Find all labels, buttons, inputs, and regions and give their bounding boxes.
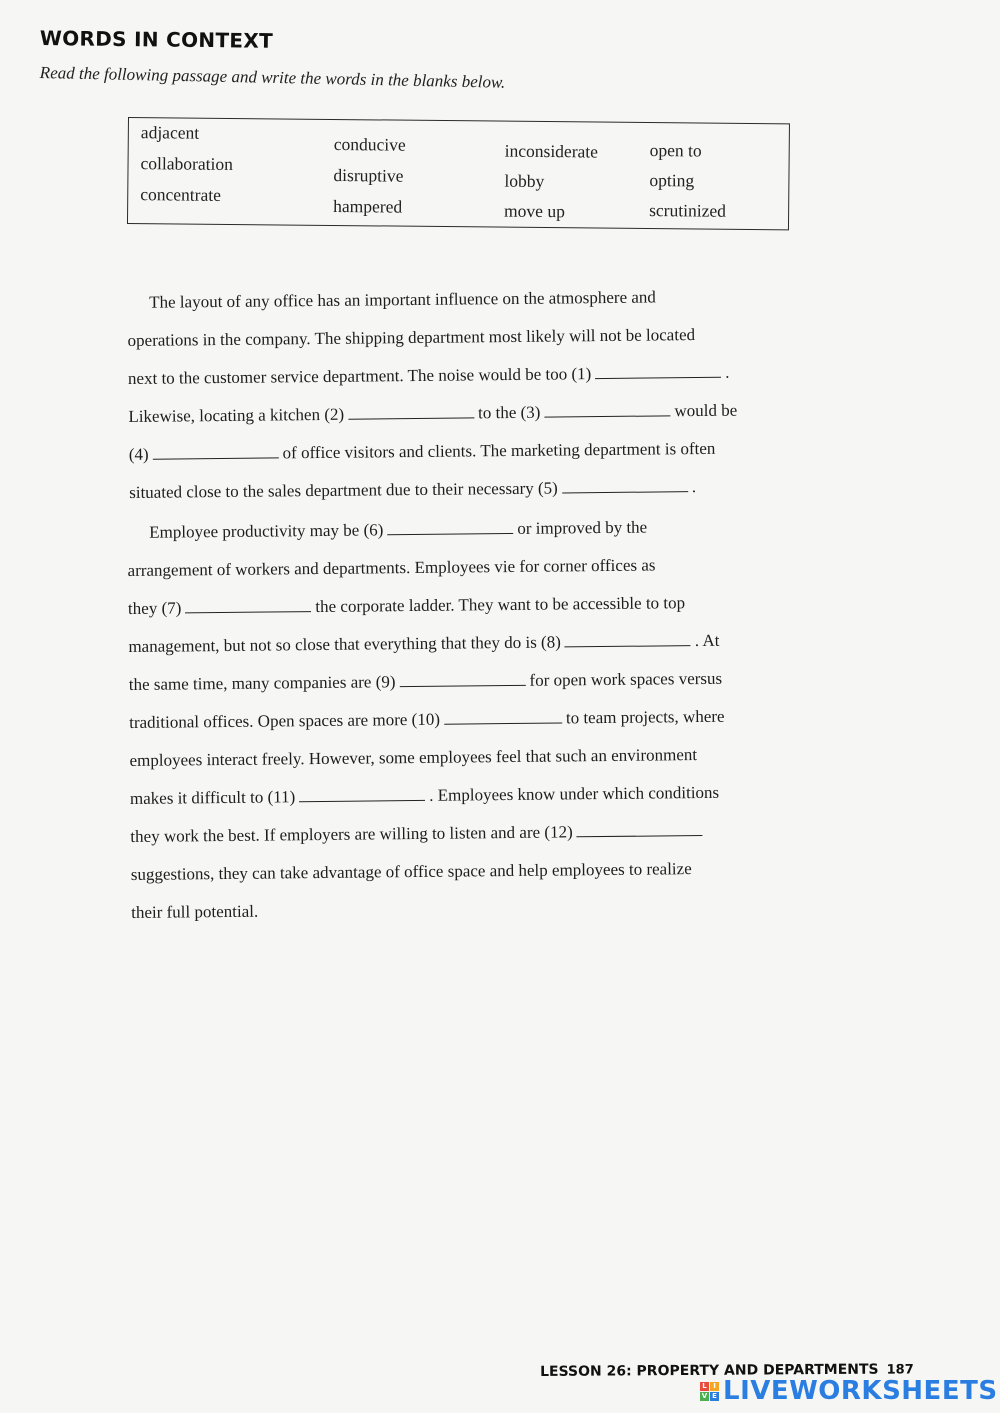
word-bank-item: disruptive <box>333 164 404 186</box>
passage-line: operations in the company. The shipping department most likely will not be located <box>127 325 696 350</box>
passage-line: arrangement of workers and departments. Employees vie for corner offices as <box>127 555 656 580</box>
blank-1-input[interactable] <box>595 363 721 379</box>
passage-line: the same time, many companies are (9) for open work spaces versus <box>128 668 723 694</box>
instruction-text: Read the following passage and write the words in the blanks below. <box>39 63 506 92</box>
passage-line: next to the customer service department. The noise would be too (1) . <box>127 362 730 388</box>
passage-line: makes it difficult to (11) . Employees know under which conditions <box>129 782 720 808</box>
passage-line: (4) of office visitors and clients. The marketing department is often <box>128 438 716 464</box>
blank-11-input[interactable] <box>299 786 425 802</box>
liveworksheets-watermark <box>700 1376 998 1406</box>
word-bank-item: move up <box>504 200 565 222</box>
word-bank-item: lobby <box>504 170 545 191</box>
blank-4-input[interactable] <box>153 443 279 459</box>
passage-line: Employee productivity may be (6) or improved by the <box>149 517 648 542</box>
passage-line: they work the best. If employers are willing to listen and are (12) <box>130 811 820 856</box>
blank-12-input[interactable] <box>577 821 703 837</box>
passage-line: management, but not so close that everything that they do is (8) . At <box>128 630 720 656</box>
lesson-title: LESSON 26: PROPERTY AND DEPARTMENTS <box>540 1361 879 1380</box>
passage-line: they (7) the corporate ladder. They want to be accessible to top <box>127 593 686 618</box>
word-bank-box <box>127 117 790 230</box>
word-bank-item: scrutinized <box>649 200 727 221</box>
blank-6-input[interactable] <box>387 519 513 535</box>
page-number: 187 <box>886 1362 914 1378</box>
blank-8-input[interactable] <box>565 631 691 647</box>
blank-2-input[interactable] <box>348 403 474 419</box>
page-title: WORDS IN CONTEXT <box>39 26 274 53</box>
passage-line: situated close to the sales department due to their necessary (5) . <box>129 477 697 502</box>
blank-10-input[interactable] <box>444 708 562 724</box>
word-bank-item: inconsiderate <box>504 140 599 162</box>
passage-paragraph-1 <box>127 277 819 512</box>
passage-line: traditional offices. Open spaces are more (10) to team projects, where <box>129 706 725 732</box>
word-bank-item: open to <box>649 140 702 161</box>
passage-line: suggestions, they can take advantage of office space and help employees to realize <box>130 859 692 884</box>
word-bank-item: concentrate <box>140 184 221 205</box>
brand-name: LIVEWORKSHEETS <box>723 1376 998 1406</box>
blank-9-input[interactable] <box>399 671 525 687</box>
passage-line: Likewise, locating a kitchen (2) to the (3) would be <box>128 400 738 426</box>
passage-line: their full potential. <box>131 901 259 922</box>
word-bank-item: adjacent <box>140 122 200 143</box>
word-bank-item: conducive <box>333 133 406 155</box>
word-bank-item: hampered <box>333 195 403 217</box>
word-bank-item: opting <box>649 170 695 191</box>
blank-5-input[interactable] <box>562 477 688 493</box>
word-bank-item: collaboration <box>140 153 233 175</box>
liveworksheets-logo-icon: L I V E <box>700 1382 719 1401</box>
blank-7-input[interactable] <box>185 597 311 613</box>
blank-3-input[interactable] <box>544 401 670 417</box>
passage-paragraph-2 <box>127 507 821 932</box>
passage-line: The layout of any office has an important influence on the atmosphere and <box>149 287 656 312</box>
passage-line: employees interact freely. However, some employees feel that such an environment <box>129 745 698 770</box>
